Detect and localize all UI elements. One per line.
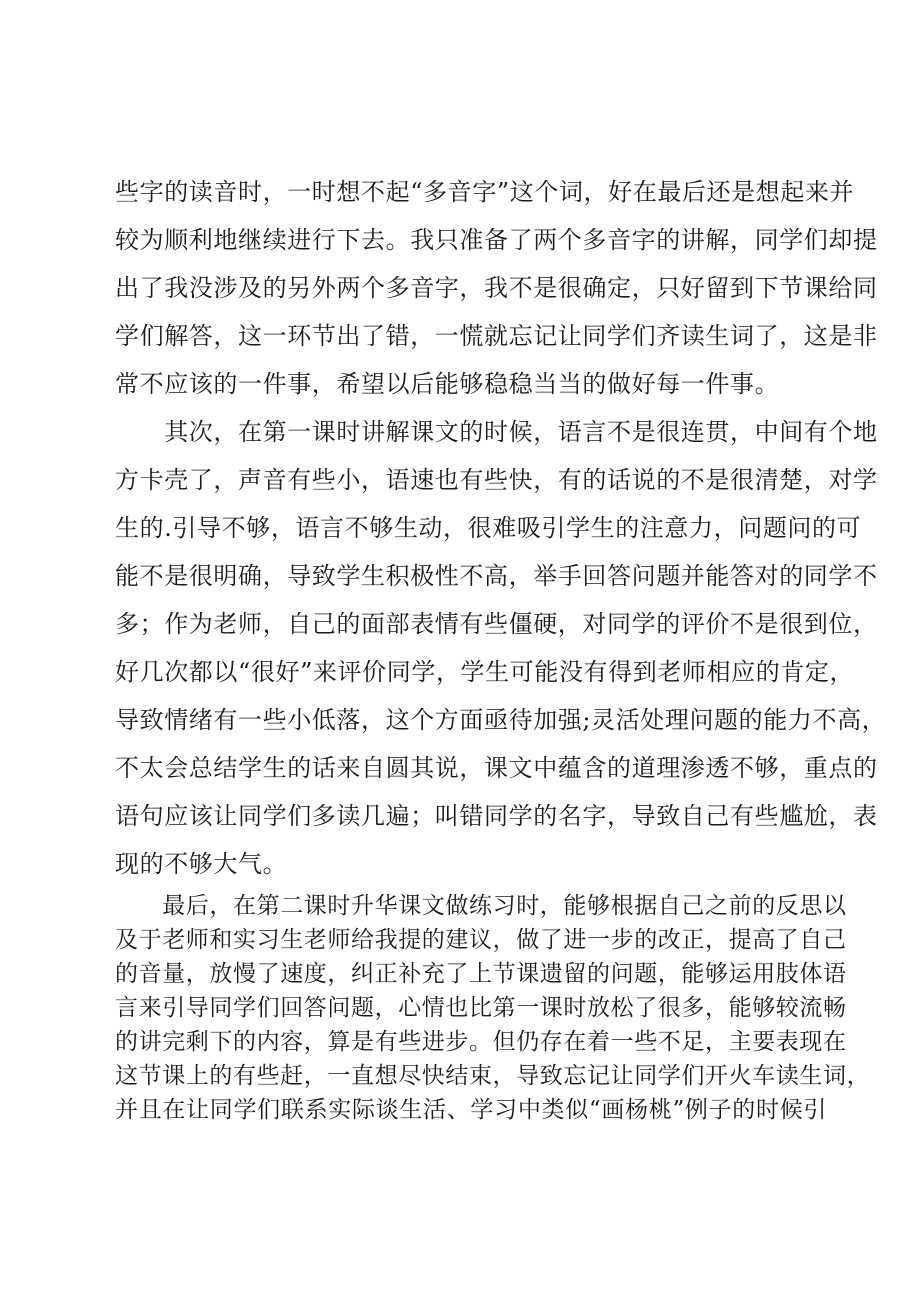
text-line: 言来引导同学们回答问题，心情也比第一课时放松了很多，能够较流畅 [115, 995, 847, 1021]
text-line: 好几次都以“很好”来评价同学，学生可能没有得到老师相应的肯定， [115, 658, 855, 686]
paragraph-2 [115, 408, 887, 888]
text-line: 不太会总结学生的话来自圆其说，课文中蕴含的道理渗透不够，重点的 [115, 754, 878, 782]
text-line: 学们解答，这一环节出了错，一慌就忘记让同学们齐读生词了，这是非 [115, 322, 878, 350]
text-line: 并且在让同学们联系实际谈生活、学习中类似“画杨桃”例子的时候引 [115, 1097, 827, 1123]
text-line: 现的不够大气。 [115, 850, 288, 878]
paragraph-3 [115, 889, 871, 1127]
text-line: 能不是很明确，导致学生积极性不高，举手回答问题并能答对的同学不 [115, 562, 878, 590]
text-line: 出了我没涉及的另外两个多音字，我不是很确定，只好留到下节课给同 [115, 274, 878, 302]
text-line: 的讲完剩下的内容，算是有些进步。但仍存在着一些不足，主要表现在 [115, 1029, 847, 1055]
text-line: 方卡壳了，声音有些小，语速也有些快，有的话说的不是很清楚，对学 [115, 466, 878, 494]
text-line: 些字的读音时，一时想不起“多音字”这个词，好在最后还是想起来并 [115, 178, 855, 206]
text-line: 常不应该的一件事，希望以后能够稳稳当当的做好每一件事。 [115, 370, 780, 398]
text-line: 的音量，放慢了速度，纠正补充了上节课遗留的问题，能够运用肢体语 [115, 961, 847, 987]
text-line: 生的.引导不够，语言不够生动，很难吸引学生的注意力，问题问的可 [115, 514, 862, 542]
text-line: 语句应该让同学们多读几遍；叫错同学的名字，导致自己有些尴尬，表 [115, 802, 878, 830]
text-line: 最后，在第二课时升华课文做练习时，能够根据自己之前的反思以 [115, 893, 847, 919]
text-line: 较为顺利地继续进行下去。我只准备了两个多音字的讲解，同学们却提 [115, 226, 878, 254]
text-line: 其次，在第一课时讲解课文的时候，语言不是很连贯，中间有个地 [115, 418, 878, 446]
text-line: 导致情绪有一些小低落，这个方面亟待加强;灵活处理问题的能力不高， [115, 706, 887, 734]
paragraph-1 [115, 168, 878, 408]
text-line: 这节课上的有些赶，一直想尽快结束，导致忘记让同学们开火车读生词， [115, 1063, 871, 1089]
text-line: 多；作为老师，自己的面部表情有些僵硬，对同学的评价不是很到位， [115, 610, 878, 638]
text-line: 及于老师和实习生老师给我提的建议，做了进一步的改正，提高了自己 [115, 927, 847, 953]
